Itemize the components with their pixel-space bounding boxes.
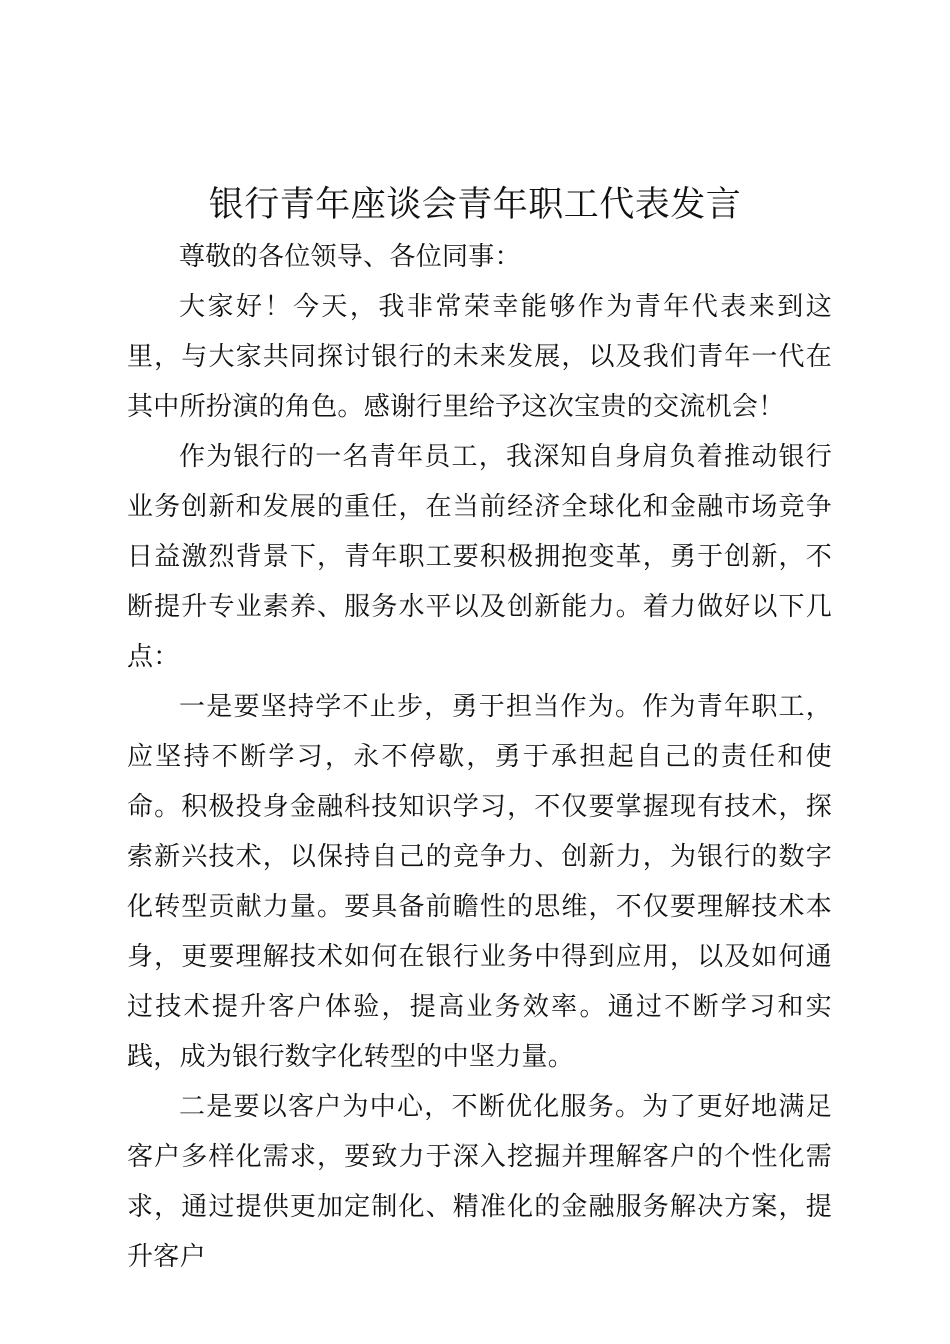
greeting-paragraph: 尊敬的各位领导、各位同事： [179, 242, 521, 272]
body-paragraph-1: 大家好！今天，我非常荣幸能够作为青年代表来到这里，与大家共同探讨银行的未来发展，以及我们青年一代在其中所扮演的角色。感谢行里给予这次宝贵的交流机会！ [127, 292, 832, 422]
body-paragraph-2: 作为银行的一名青年员工，我深知自身肩负着推动银行业务创新和发展的重任，在当前经济全球化和金融市场竞争日益激烈背景下，青年职工要积极拥抱变革，勇于创新，不断提升专业素养、服务水平以及创新能力。着力做好以下几点： [127, 442, 832, 672]
document-title: 银行青年座谈会青年职工代表发言 [208, 185, 742, 225]
body-paragraph-3: 一是要坚持学不止步，勇于担当作为。作为青年职工，应坚持不断学习，永不停歇，勇于承担起自己的责任和使命。积极投身金融科技知识学习，不仅要掌握现有技术，探索新兴技术，以保持自己的竞争力、创新力，为银行的数字化转型贡献力量。要具备前瞻性的思维，不仅要理解技术本身，更要理解技术如何在银行业务中得到应用，以及如何通过技术提升客户体验，提高业务效率。通过不断学习和实践，成为银行数字化转型的中坚力量。 [127, 692, 832, 1072]
document-body [127, 232, 832, 1282]
body-paragraph-4: 二是要以客户为中心，不断优化服务。为了更好地满足客户多样化需求，要致力于深入挖掘并理解客户的个性化需求，通过提供更加定制化、精准化的金融服务解决方案，提升客户 [127, 1092, 832, 1272]
